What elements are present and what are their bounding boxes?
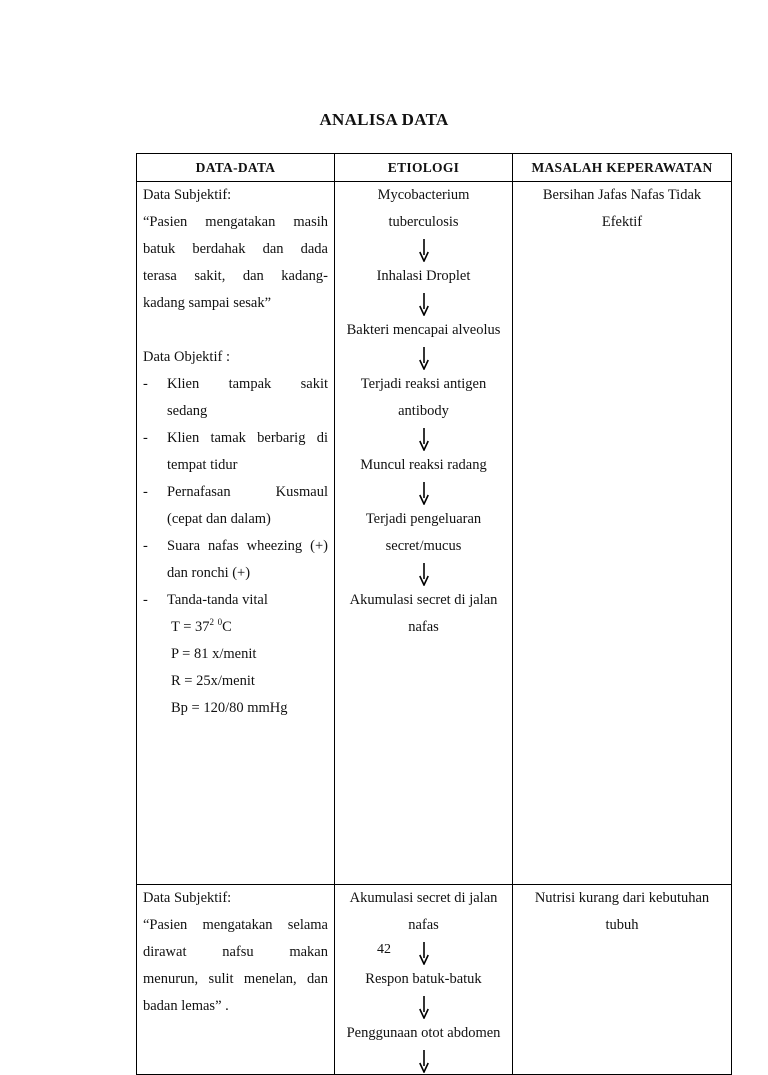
list-item-text: Klien tamak berbarig di bbox=[167, 430, 328, 446]
page-title: ANALISA DATA bbox=[319, 110, 449, 129]
list-dash: - bbox=[143, 430, 148, 446]
list-dash: - bbox=[143, 376, 148, 392]
objective-label: Data Objektif : bbox=[143, 349, 230, 365]
arrow-down-icon bbox=[339, 290, 508, 317]
subjective-line: batuk berdahak dan dada bbox=[143, 241, 328, 257]
etiology-step: Respon batuk-batuk bbox=[365, 971, 482, 987]
subjective-line: dirawat nafsu makan bbox=[143, 944, 328, 960]
subjective-line: terasa sakit, dan kadang- bbox=[143, 268, 328, 284]
etiology-step: Inhalasi Droplet bbox=[376, 268, 471, 284]
list-item bbox=[143, 587, 328, 614]
arrow-down-icon bbox=[339, 560, 508, 587]
arrow-down-icon bbox=[339, 344, 508, 371]
list-item-text: sedang bbox=[167, 403, 208, 419]
header-masalah: MASALAH KEPERAWATAN bbox=[513, 154, 732, 182]
vital-respiration: R = 25x/menit bbox=[171, 673, 255, 689]
subjective-line: menurun, sulit menelan, dan bbox=[143, 971, 328, 987]
analysis-table bbox=[136, 153, 732, 1075]
arrow-down-icon bbox=[339, 425, 508, 452]
list-item-text: dan ronchi (+) bbox=[167, 565, 251, 581]
data-cell bbox=[137, 885, 335, 1075]
etiology-step: Terjadi reaksi antigen antibody bbox=[360, 376, 487, 419]
list-item bbox=[143, 371, 328, 425]
arrow-down-icon bbox=[339, 479, 508, 506]
list-item-text: Pernafasan Kusmaul bbox=[167, 484, 328, 500]
vital-blood-pressure: Bp = 120/80 mmHg bbox=[171, 700, 288, 716]
data-cell bbox=[137, 182, 335, 885]
problem-text: Bersihan Jafas Nafas Tidak bbox=[542, 187, 702, 203]
list-item-text: (cepat dan dalam) bbox=[167, 511, 271, 527]
arrow-down-icon bbox=[339, 993, 508, 1020]
subjective-label: Data Subjektif: bbox=[143, 187, 232, 203]
table-row bbox=[137, 182, 732, 885]
page-number: 42 bbox=[377, 942, 391, 957]
list-item bbox=[143, 479, 328, 533]
list-dash: - bbox=[143, 538, 148, 554]
problem-text: tubuh bbox=[605, 917, 639, 933]
header-data: DATA-DATA bbox=[137, 154, 335, 182]
arrow-down-icon bbox=[339, 1047, 508, 1074]
etiology-cell bbox=[335, 182, 513, 885]
etiology-step: Penggunaan otot abdomen bbox=[346, 1025, 501, 1041]
list-item-text: Tanda-tanda vital bbox=[167, 592, 268, 608]
table-header-row bbox=[137, 154, 732, 182]
vital-pulse: P = 81 x/menit bbox=[171, 646, 257, 662]
list-dash: - bbox=[143, 484, 148, 500]
subjective-line: kadang sampai sesak” bbox=[143, 295, 272, 311]
table-row bbox=[137, 885, 732, 1075]
problem-cell bbox=[513, 885, 732, 1075]
problem-cell bbox=[513, 182, 732, 885]
etiology-step: Mycobacterium tuberculosis bbox=[377, 187, 470, 230]
subjective-line: badan lemas” . bbox=[143, 998, 229, 1014]
list-dash: - bbox=[143, 592, 148, 608]
subjective-line: “Pasien mengatakan selama bbox=[143, 917, 328, 933]
etiology-step: Bakteri mencapai alveolus bbox=[346, 322, 501, 338]
etiology-step: Akumulasi secret di jalan nafas bbox=[349, 890, 498, 933]
etiology-step: Terjadi pengeluaran secret/mucus bbox=[365, 511, 482, 554]
subjective-label: Data Subjektif: bbox=[143, 890, 232, 906]
etiology-cell bbox=[335, 885, 513, 1075]
list-item bbox=[143, 533, 328, 587]
vital-temperature: $T = 37^2$ $^0$C bbox=[171, 617, 232, 635]
list-item-text: Suara nafas wheezing (+) bbox=[167, 538, 328, 554]
arrow-down-icon bbox=[339, 236, 508, 263]
list-item-text: Klien tampak sakit bbox=[167, 376, 328, 392]
problem-text: Nutrisi kurang dari kebutuhan bbox=[534, 890, 710, 906]
list-item-text: tempat tidur bbox=[167, 457, 238, 473]
header-etiologi: ETIOLOGI bbox=[335, 154, 513, 182]
subjective-line: “Pasien mengatakan masih bbox=[143, 214, 328, 230]
etiology-step: Muncul reaksi radang bbox=[360, 457, 487, 473]
problem-text: Efektif bbox=[601, 214, 643, 230]
list-item bbox=[143, 425, 328, 479]
etiology-step: Akumulasi secret di jalan nafas bbox=[349, 592, 498, 635]
